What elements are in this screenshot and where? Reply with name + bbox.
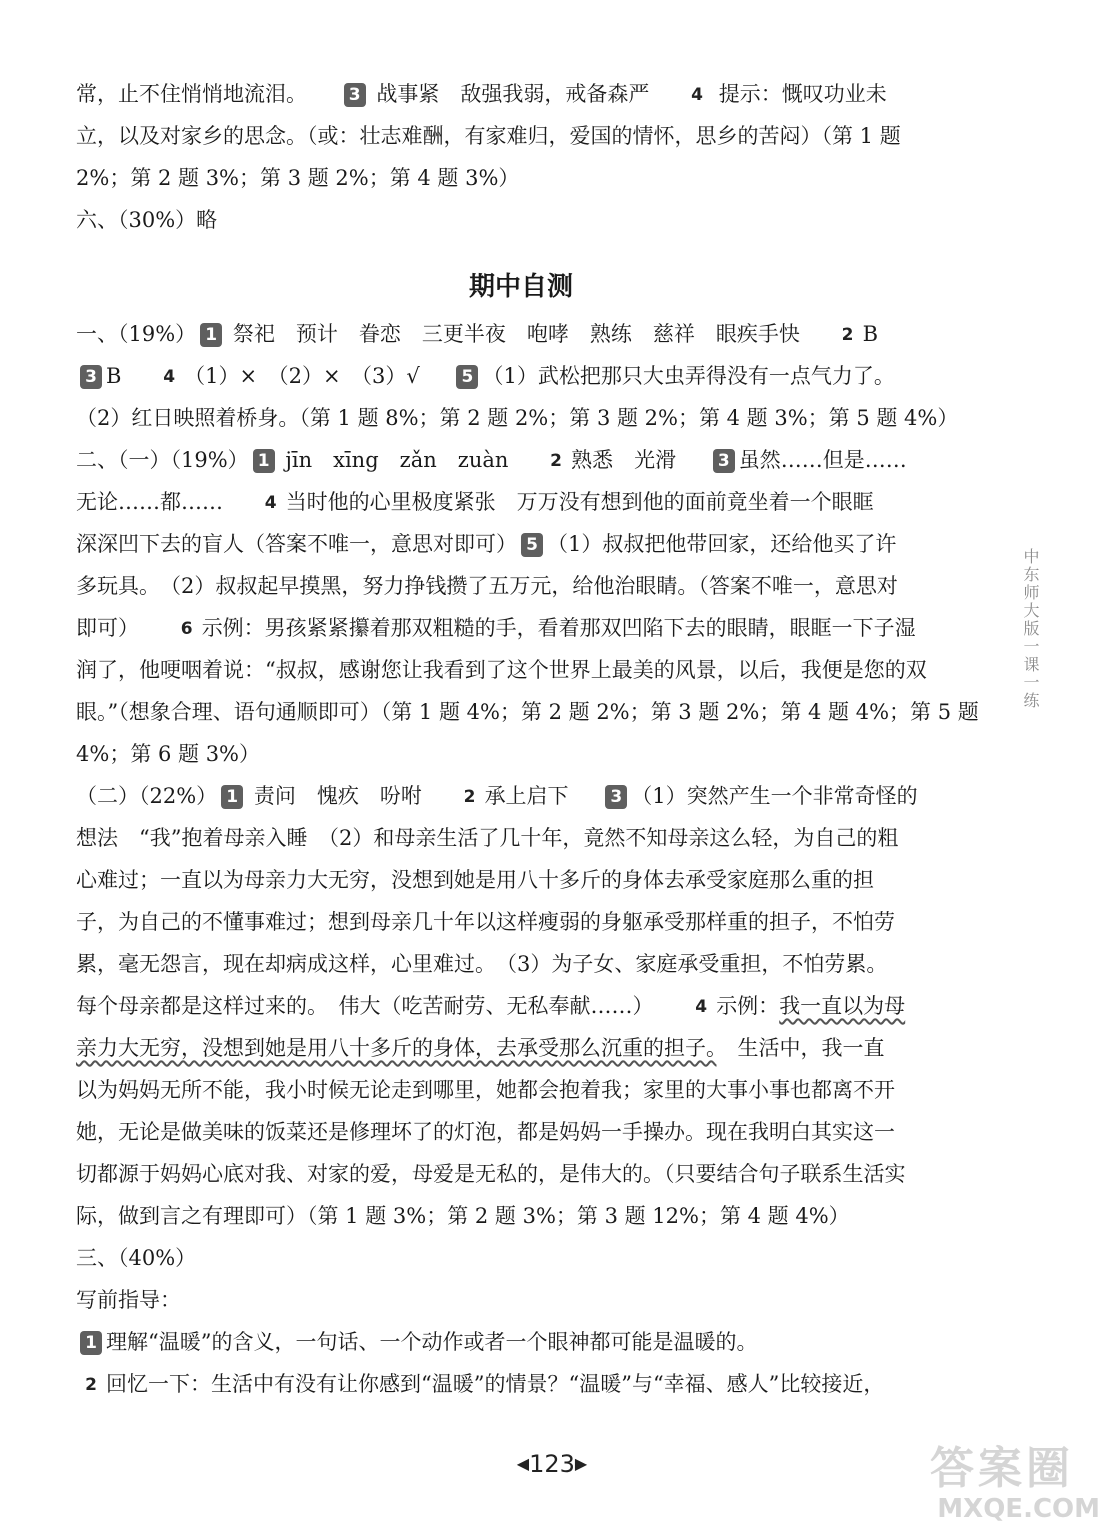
item-number-badge: 1 (80, 1331, 102, 1355)
item-number-badge: 4 (260, 491, 282, 515)
text-line: 三、（40%） (76, 1246, 197, 1270)
item-number-badge: 4 (158, 365, 180, 389)
answer-page (76, 80, 979, 1412)
text-line: 二、（一）（19%） 1 jīn xīng zǎn zuàn 2 熟悉 光滑 3 虽然……但是…… (76, 448, 907, 472)
item-number-badge: 2 (545, 449, 567, 473)
text-line: （二）（22%） 1 责问 愧疚 吩咐 2 承上启下 3 （1）突然产生一个非常奇怪的 (76, 784, 918, 808)
text-line: 以为妈妈无所不能，我小时候无论走到哪里，她都会抱着我；家里的大事小事也都离不开 (76, 1078, 895, 1102)
text-line: 亲力大无穷，没想到她是用八十多斤的身体，去承受那么沉重的担子。 生活中，我一直 (76, 1036, 885, 1060)
text-line: 切都源于妈妈心底对我、对家的爱，母爱是无私的，是伟大的。（只要结合句子联系生活实 (76, 1162, 906, 1186)
wavy-underlined-sentence: 我一直以为母 (779, 994, 906, 1018)
text-line: 眼。”（想象合理、语句通顺即可）（第 1 题 4%；第 2 题 2%；第 3 题 2%；第 4 题 4%；第 5 题 (76, 700, 979, 724)
item-number-badge: 2 (837, 323, 859, 347)
left-triangle-icon: ◀ (516, 1454, 530, 1473)
right-triangle-icon: ▶ (574, 1454, 588, 1473)
item-number-badge: 3 (605, 785, 627, 809)
item-number-badge: 4 (690, 995, 712, 1019)
item-number-badge: 3 (344, 83, 366, 107)
text-line: 一、（19%） 1 祭祀 预计 眷恋 三更半夜 咆哮 熟练 慈祥 眼疾手快 2 B (76, 322, 878, 346)
item-number-badge: 1 (200, 323, 222, 347)
text-line: 2 回忆一下：生活中有没有让你感到“温暖”的情景？“温暖”与“幸福、感人”比较接近， (76, 1370, 966, 1412)
text-line: 无论……都…… 4 当时他的心里极度紧张 万万没有想到他的面前竟坐着一个眼眶 (76, 490, 874, 514)
item-number-badge: 6 (176, 617, 198, 641)
text-line: 写前指导： (76, 1288, 181, 1312)
text-line: （2）红日映照着桥身。（第 1 题 8%；第 2 题 2%；第 3 题 2%；第 4 题 3%；第 5 题 4%） (76, 406, 959, 430)
text-line: 际，做到言之有理即可）（第 1 题 3%；第 2 题 3%；第 3 题 12%；第 4 题 4%） (76, 1204, 850, 1228)
text-line: 累，毫无怨言，现在却病成这样，心里难过。 （3）为子女、家庭承受重担，不怕劳累。 (76, 952, 888, 976)
item-number-badge: 2 (459, 785, 481, 809)
item-number-badge: 1 (253, 449, 275, 473)
item-number-badge: 1 (221, 785, 243, 809)
text-line: 子，为自己的不懂事难过；想到母亲几十年以这样瘦弱的身躯承受那样重的担子，不怕劳 (76, 910, 895, 934)
text-line: 3 B 4 （1）× （2）× （3）√ 5 （1）武松把那只大虫弄得没有一点气力了。 (76, 362, 966, 404)
text-line: 多玩具。 （2）叔叔起早摸黑，努力挣钱攒了五万元，给他治眼睛。（答案不唯一，意思对 (76, 574, 898, 598)
text-line: 立，以及对家乡的思念。（或：壮志难酬，有家难归，爱国的情怀，思乡的苦闷）（第 1 题 (76, 124, 901, 148)
text-line: 4%；第 6 题 3%） (76, 742, 261, 766)
side-caption: 中东师大版一课一练 (1021, 548, 1040, 710)
watermark: 答案圈 MXQE.COM (930, 1443, 1100, 1524)
text-line: 想法 “我”抱着母亲入睡 （2）和母亲生活了几十年，竟然不知母亲这么轻，为自己的粗 (76, 826, 899, 850)
text-line: 六、（30%）略 (76, 208, 218, 232)
item-number-badge: 3 (713, 449, 735, 473)
text-line: 深深凹下去的盲人（答案不唯一，意思对即可） 5 （1）叔叔把他带回家，还给他买了许 (76, 532, 897, 556)
text-line: 润了，他哽咽着说：“叔叔，感谢您让我看到了这个世界上最美的风景，以后，我便是您的双 (76, 658, 927, 682)
text-line: 她，无论是做美味的饭菜还是修理坏了的灯泡，都是妈妈一手操办。现在我明白其实这一 (76, 1120, 895, 1144)
text-line: 1 理解“温暖”的含义，一句话、一个动作或者一个眼神都可能是温暖的。 (76, 1328, 966, 1370)
text-line: 即可） 6 示例：男孩紧紧攥着那双粗糙的手，看着那双凹陷下去的眼睛，眼眶一下子湿 (76, 616, 916, 640)
item-number-badge: 5 (456, 365, 478, 389)
item-number-badge: 5 (521, 533, 543, 557)
text-line: 心难过；一直以为母亲力大无穷，没想到她是用八十多斤的身体去承受家庭那么重的担 (76, 868, 874, 892)
text-line: 2%；第 2 题 3%；第 3 题 2%；第 4 题 3%） (76, 166, 520, 190)
page-number: ◀123▶ (516, 1450, 588, 1478)
section-title: 期中自测 (468, 272, 573, 302)
item-number-badge: 4 (686, 83, 708, 107)
text-line: 常，止不住悄悄地流泪。 3 战事紧 敌强我弱，戒备森严 4 提示：慨叹功业未 (76, 82, 887, 106)
item-number-badge: 3 (80, 365, 102, 389)
wavy-underlined-sentence: 亲力大无穷，没想到她是用八十多斤的身体，去承受那么沉重的担子。 (76, 1036, 717, 1060)
item-number-badge: 2 (80, 1373, 102, 1397)
text-line: 每个母亲都是这样过来的。 伟大（吃苦耐劳、无私奉献……） 4 示例：我一直以为母 (76, 994, 906, 1018)
